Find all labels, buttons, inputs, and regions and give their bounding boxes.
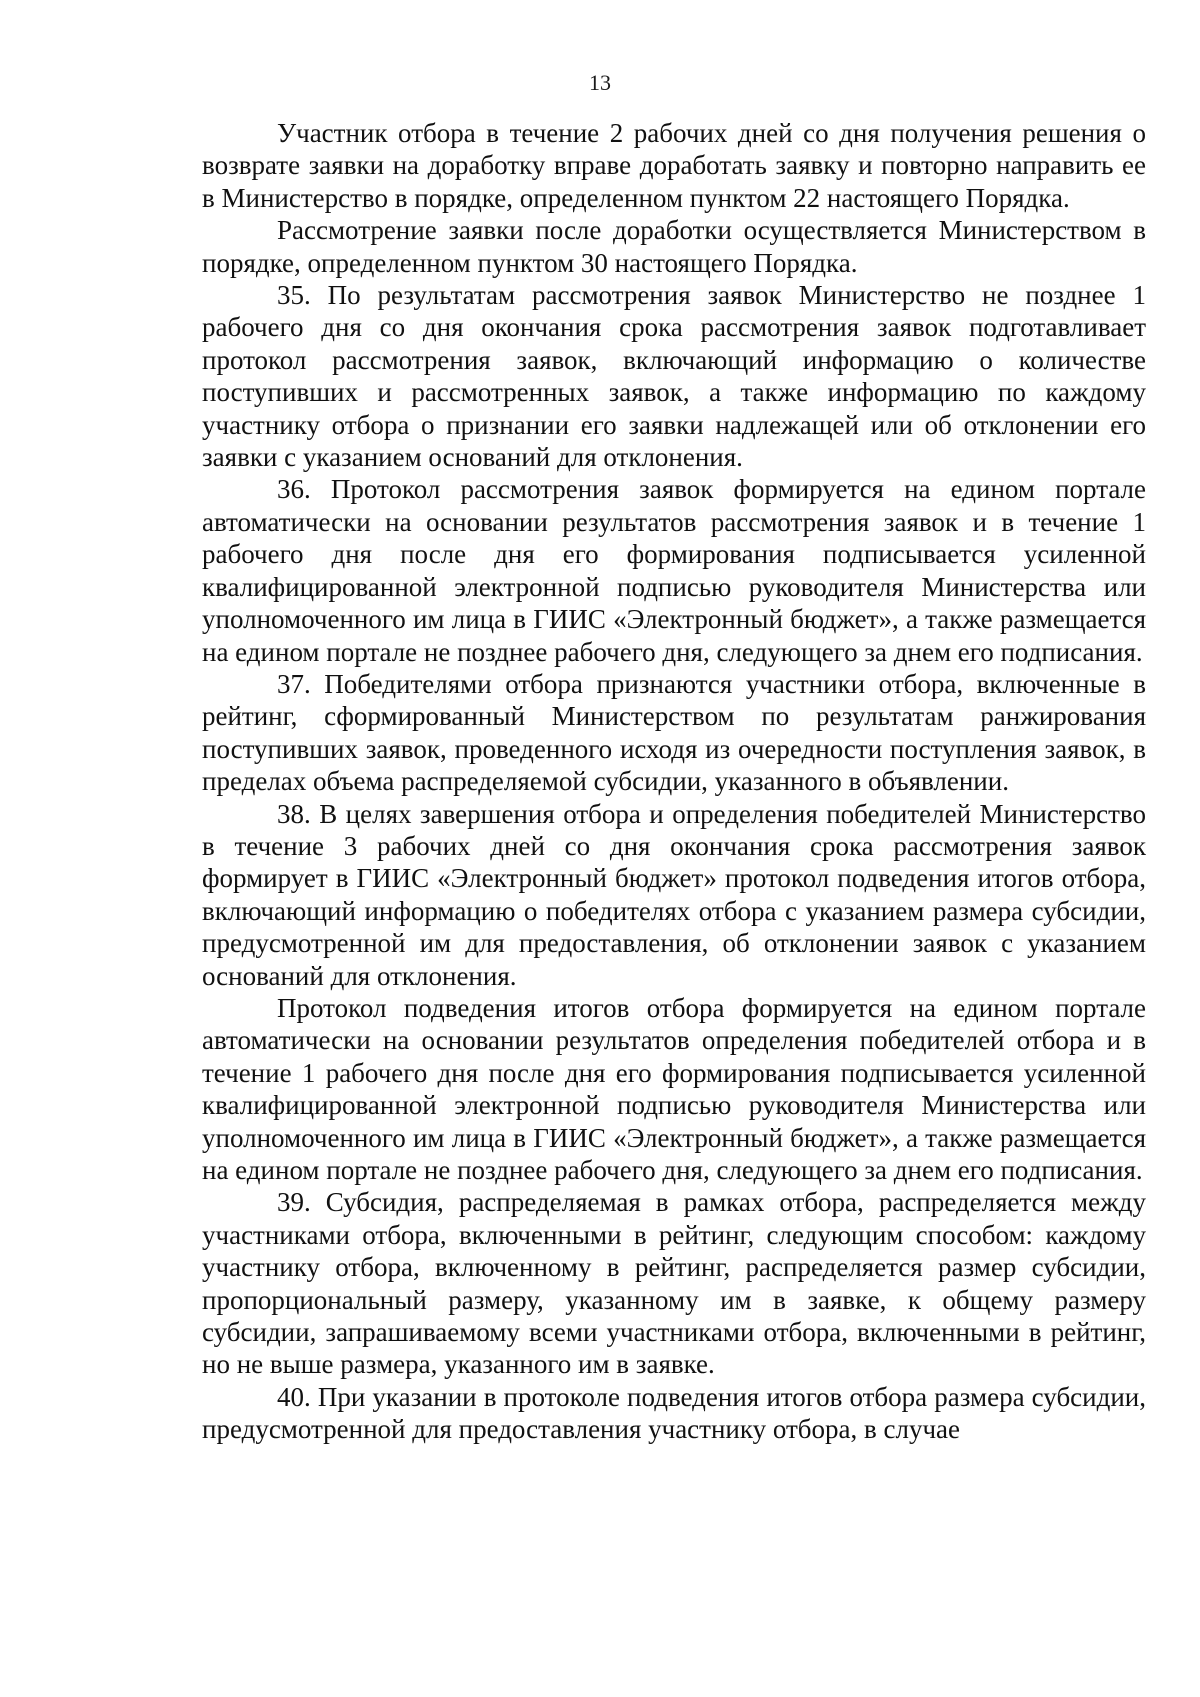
- paragraph-item-39: 39. Субсидия, распределяемая в рамках отбора, распределяется между участниками отбора, включенными в рейтинг, следующим способом: каждому участнику отбора, включенному в рейтинг, распределяется размер субсидии, пропорциональный размеру, указанному им в заявке, к общему размеру субсидии, запрашиваемому всеми участниками отбора, включенными в рейтинг, но не выше размера, указанного им в заявке.: [202, 1187, 1146, 1380]
- page-number: 13: [589, 70, 611, 95]
- paragraph-item-38: 38. В целях завершения отбора и определения победителей Министерство в течение 3 рабочих дней со дня окончания срока рассмотрения заявок формирует в ГИИС «Электронный бюджет» протокол подведения итогов отбора, включающий информацию о победителях отбора с указанием размера субсидии, предусмотренной им для предоставления, об отклонении заявок с указанием оснований для отклонения.: [202, 798, 1146, 991]
- paragraph-item-35: 35. По результатам рассмотрения заявок Министерство не позднее 1 рабочего дня со дня окончания срока рассмотрения заявок подготавливает протокол рассмотрения заявок, включающий информацию о количестве поступивших и рассмотренных заявок, а также информацию по каждому участнику отбора о признании его заявки надлежащей или об отклонении его заявки с указанием оснований для отклонения.: [202, 280, 1146, 473]
- paragraph: Участник отбора в течение 2 рабочих дней со дня получения решения о возврате заявки на доработку вправе доработать заявку и повторно направить ее в Министерство в порядке, определенном пунктом 22 настоящего Порядка.: [202, 118, 1146, 213]
- paragraph-item-40: 40. При указании в протоколе подведения итогов отбора размера субсидии, предусмотренной для предоставления участнику отбора, в случае: [202, 1381, 1146, 1445]
- paragraph: Рассмотрение заявки после доработки осуществляется Министерством в порядке, определенном пунктом 30 настоящего Порядка.: [202, 215, 1146, 278]
- document-body: [202, 117, 1146, 1446]
- paragraph-item-36: 36. Протокол рассмотрения заявок формируется на едином портале автоматически на основании результатов рассмотрения заявок и в течение 1 рабочего дня после дня его формирования подписывается усиленной квалифицированной электронной подписью руководителя Министерства или уполномоченного им лица в ГИИС «Электронный бюджет», а также размещается на едином портале не позднее рабочего дня, следующего за днем его подписания.: [202, 474, 1146, 667]
- paragraph-item-37: 37. Победителями отбора признаются участники отбора, включенные в рейтинг, сформированный Министерством по результатам ранжирования поступивших заявок, проведенного исходя из очередности поступления заявок, в пределах объема распределяемой субсидии, указанного в объявлении.: [202, 668, 1146, 797]
- paragraph: Протокол подведения итогов отбора формируется на едином портале автоматически на основании результатов определения победителей отбора и в течение 1 рабочего дня после дня его формирования подписывается усиленной квалифицированной электронной подписью руководителя Министерства или уполномоченного им лица в ГИИС «Электронный бюджет», а также размещается на едином портале не позднее рабочего дня, следующего за днем его подписания.: [202, 992, 1146, 1185]
